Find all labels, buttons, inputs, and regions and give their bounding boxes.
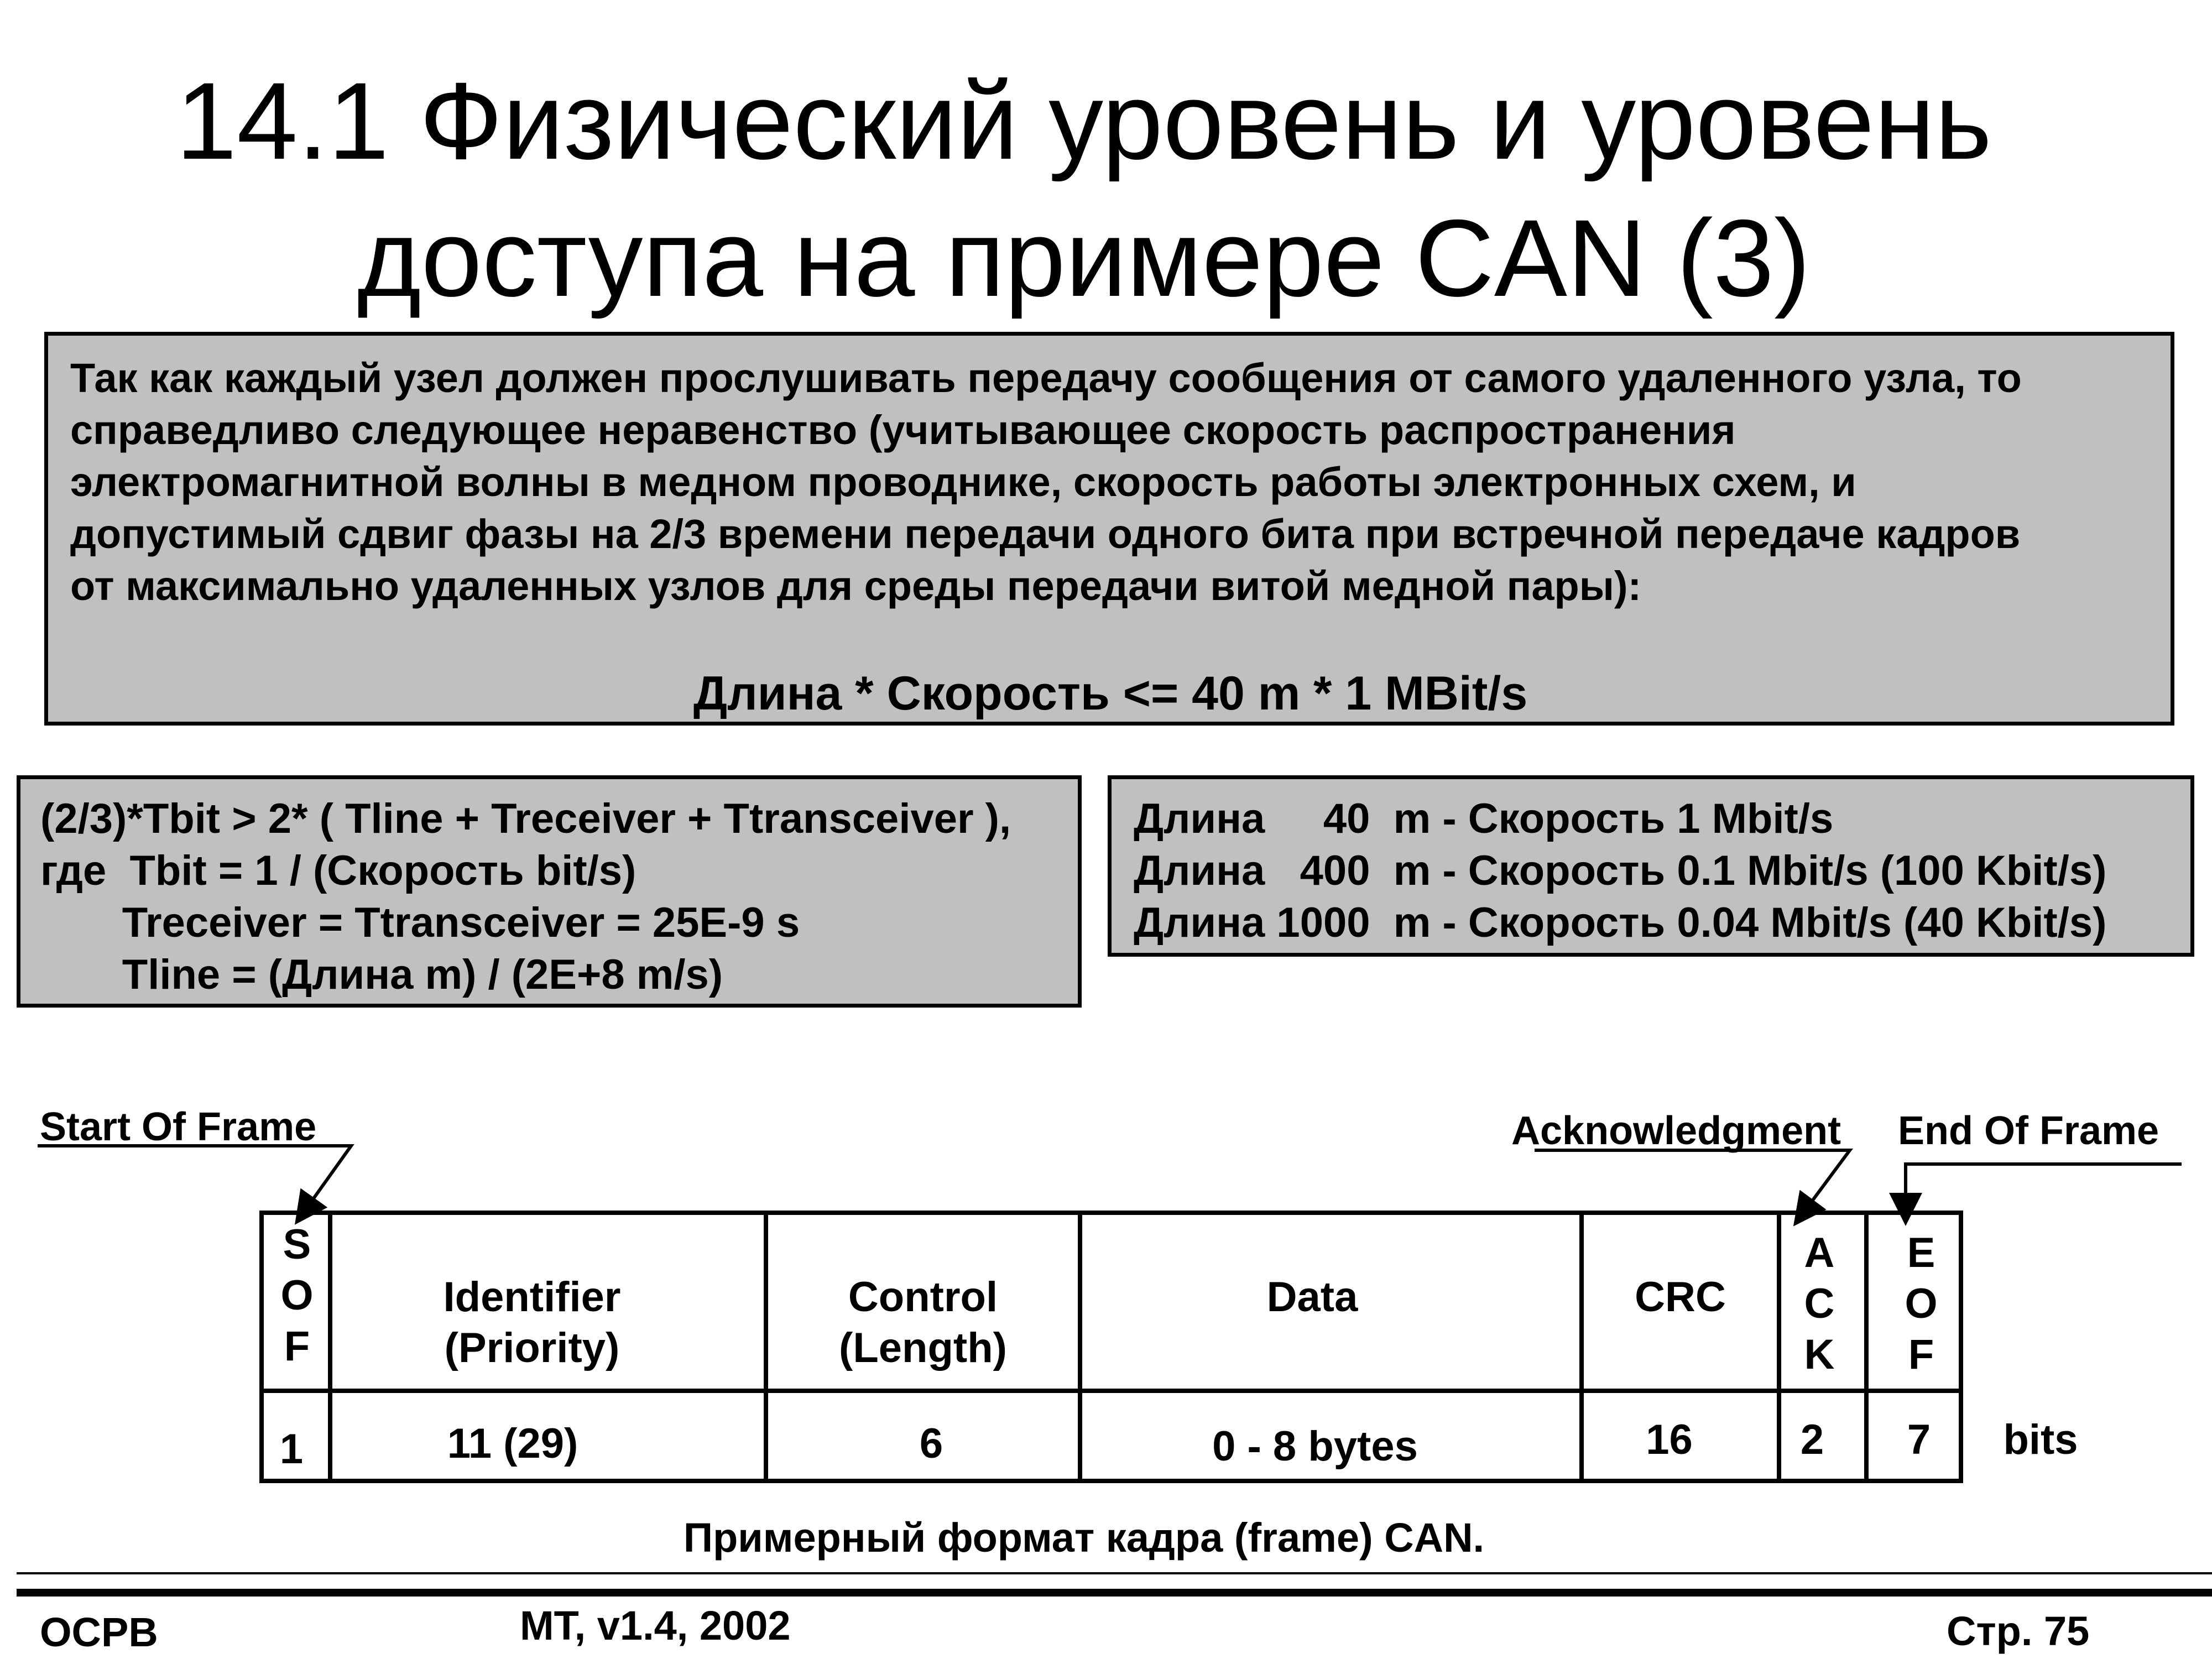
- intro-line: допустимый сдвиг фазы на 2/3 времени передачи одного бита при встречной передаче кадров: [70, 511, 2021, 557]
- field-eof: E O F: [1905, 1229, 1938, 1378]
- field-ack: A C K: [1804, 1229, 1835, 1378]
- field-identifier: Identifier (Priority): [443, 1274, 621, 1371]
- bits-identifier: 11 (29): [447, 1420, 578, 1467]
- length-speed-line: Длина 1000 m - Скорость 0.04 Mbit/s (40 Kbit/s): [1134, 899, 2107, 946]
- intro-line: от максимально удаленных узлов для среды передачи витой медной пары):: [70, 563, 1642, 609]
- title-line-1: 14.1 Физический уровень и уровень: [176, 60, 1992, 182]
- field-control: Control (Length): [839, 1274, 1007, 1371]
- timing-line: Tline = (Длина m) / (2E+8 m/s): [40, 951, 723, 998]
- timing-line: где Tbit = 1 / (Скорость bit/s): [40, 847, 637, 894]
- bits-crc: 16: [1646, 1416, 1693, 1463]
- end-of-frame-label: End Of Frame: [1898, 1109, 2159, 1153]
- timing-line: Treceiver = Ttransceiver = 25E-9 s: [40, 899, 800, 946]
- timing-line: (2/3)*Tbit > 2* ( Tline + Treceiver + Ttransceiver ),: [40, 795, 1011, 842]
- length-speed-line: Длина 400 m - Скорость 0.1 Mbit/s (100 Kbit/s): [1134, 847, 2107, 894]
- intro-line: Так как каждый узел должен прослушивать передачу сообщения от самого удаленного узла, то: [70, 355, 2022, 401]
- bits-ack: 2: [1800, 1416, 1824, 1463]
- bits-sof: 1: [279, 1426, 304, 1473]
- length-speed-line: Длина 40 m - Скорость 1 Mbit/s: [1134, 795, 1834, 842]
- footer-page-number: Стр. 75: [1947, 1608, 2090, 1654]
- bits-unit-label: bits: [2003, 1416, 2078, 1463]
- field-sof: S O F: [280, 1221, 314, 1370]
- acknowledgment-label: Acknowledgment: [1511, 1109, 1841, 1153]
- intro-line: справедливо следующее неравенство (учитывающее скорость распространения: [70, 407, 1736, 453]
- bits-data: 0 - 8 bytes: [1212, 1423, 1418, 1470]
- ack-pointer-arrow: [1535, 1150, 1850, 1221]
- length-speed-formula: Длина * Скорость <= 40 m * 1 MBit/s: [693, 667, 1528, 720]
- bits-eof: 7: [1907, 1416, 1931, 1463]
- start-of-frame-label: Start Of Frame: [40, 1105, 317, 1149]
- frame-caption: Примерный формат кадра (frame) CAN.: [683, 1515, 1485, 1561]
- bits-control: 6: [919, 1420, 943, 1467]
- intro-line: электромагнитной волны в медном проводнике, скорость работы электронных схем, и: [70, 459, 1856, 505]
- footer-left: OCPB: [40, 1609, 158, 1655]
- sof-pointer-arrow: [38, 1146, 351, 1219]
- field-data: Data: [1266, 1274, 1358, 1321]
- field-crc: CRC: [1635, 1274, 1726, 1321]
- title-line-2: доступа на примере CAN (3): [357, 197, 1811, 319]
- footer-center: MT, v1.4, 2002: [520, 1603, 791, 1648]
